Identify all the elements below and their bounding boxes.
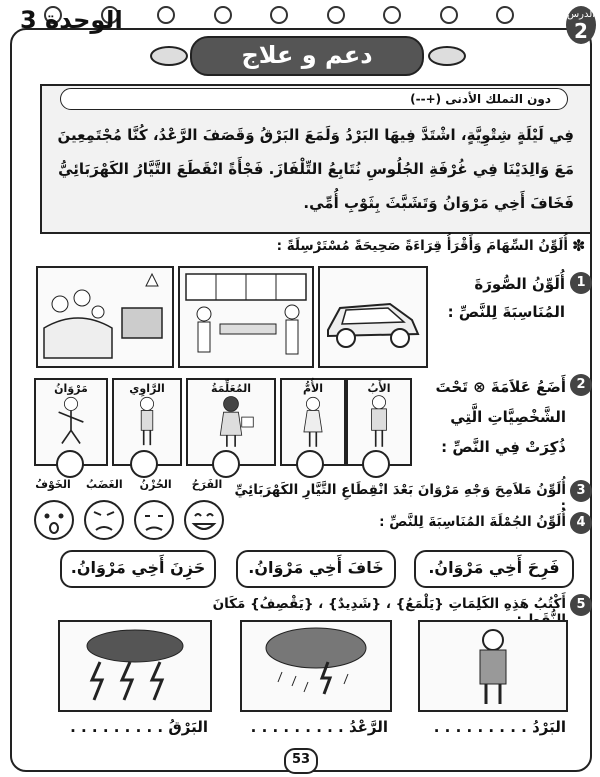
- emotion-labels: [30, 478, 230, 491]
- page-number: 53: [284, 748, 318, 774]
- flower-icon: [440, 6, 458, 24]
- shivering-boy-illustration: [420, 622, 566, 710]
- question-line: ذُكِرَتْ فِي النَّصِّ :: [441, 438, 566, 456]
- car-illustration: [320, 268, 426, 366]
- flower-icon: [270, 6, 288, 24]
- story-line: مَعَ وَالِدَيْنَا فِي غُرْفَةِ الجُلُوسِ نُتَابِعُ التِّلْفَازَ. فَجْأَةً انْقَطَعَ التَّيَّارُ الكَهْرَبَائِيُّ: [58, 160, 574, 178]
- joy-face-icon[interactable]: [185, 501, 223, 539]
- question-line: أَضَعُ عَلاَمَةَ ⊗ تَحْتَ: [435, 378, 566, 396]
- flower-icon: [383, 6, 401, 24]
- story-line: فِي لَيْلَةٍ شِتْوِيَّةٍ، اشْتَدَّ فِيهَا البَرْدُ وَلَمَعَ البَرْقُ وَقَصَفَ الرَّعْدُ، كُنَّا مُجْتَمِعِينَ: [57, 126, 574, 144]
- question-number: 1: [570, 272, 592, 294]
- question-text: أُلَوِّنُ الجُمْلَةَ المُنَاسِبَةَ لِلنَّصِّ :: [379, 514, 566, 530]
- gear-icon: ✽: [572, 236, 586, 255]
- question-number: 3: [570, 480, 592, 502]
- question-line: المُنَاسِبَةَ لِلنَّصِّ :: [447, 303, 565, 321]
- fill-word: البَرْقُ: [168, 718, 208, 736]
- emotion-label: الخَوْفُ: [35, 478, 71, 491]
- living-room-illustration: [38, 268, 172, 366]
- question-text: أُلَوِّنُ مَلاَمِحَ وَجْهِ مَرْوَانَ بَعْدَ انْقِطَاعِ التَّيَّارِ الكَهْرَبَائِيِّ :: [234, 482, 566, 514]
- answer-circle[interactable]: [296, 450, 324, 478]
- question-text: [418, 372, 566, 462]
- emotion-faces: [30, 496, 230, 544]
- unit-title: الوحدة 3: [20, 6, 123, 34]
- story-line: فَخَافَ أَخِي مَرْوَانُ وَتَشَبَّثَ بِثَوْبِ أُمِّي.: [303, 194, 574, 212]
- character-label: الرَّاوِي: [129, 382, 165, 395]
- question-number: 5: [570, 594, 592, 616]
- flower-icon: [214, 6, 232, 24]
- cold-picture: [418, 620, 568, 712]
- character-label: الأُمُّ: [302, 382, 324, 395]
- lightning-picture: [58, 620, 212, 712]
- lightning-cloud-illustration: [60, 622, 210, 710]
- thunder-picture: [240, 620, 392, 712]
- leaf-icon: [150, 46, 188, 66]
- question-text: [430, 270, 565, 326]
- story-subtitle: دون التملك الأدنى (+--): [60, 88, 568, 110]
- answer-circle[interactable]: [212, 450, 240, 478]
- flower-icon: [496, 6, 514, 24]
- sentence-option[interactable]: حَزِنَ أَخِي مَرْوَانُ.: [60, 550, 216, 588]
- flower-icon: [157, 6, 175, 24]
- kitchen-family-picture[interactable]: [178, 266, 314, 368]
- question-number: 4: [570, 512, 592, 534]
- lesson-number: 2: [574, 19, 588, 43]
- kitchen-illustration: [180, 268, 312, 366]
- fill-word: البَرْدُ: [532, 718, 566, 736]
- answer-circle[interactable]: [130, 450, 158, 478]
- fill-dots: . . . . . . . . .: [433, 718, 527, 736]
- fill-line[interactable]: [58, 718, 208, 736]
- lesson-label: الدرس: [566, 9, 596, 20]
- living-room-family-picture[interactable]: [36, 266, 174, 368]
- question-line: الشَّخْصِيَّاتِ الَّتِي: [450, 408, 566, 426]
- instruction-text: أُلَوِّنُ السِّهَامَ وَأَقْرَأُ قِرَاءَةً صَحِيحَةً مُسْتَرْسِلَةً :: [276, 238, 568, 254]
- fill-word: الرَّعْدُ: [348, 718, 388, 736]
- question-number: 2: [570, 374, 592, 396]
- emotion-label: الغَضَبُ: [86, 478, 123, 491]
- answer-circle[interactable]: [362, 450, 390, 478]
- car-picture[interactable]: [318, 266, 428, 368]
- story-text: [50, 118, 574, 220]
- fill-line[interactable]: [238, 718, 388, 736]
- emotion-label: الفَرَحُ: [191, 478, 223, 491]
- leaf-icon: [428, 46, 466, 66]
- lesson-badge: [566, 6, 596, 44]
- fill-dots: . . . . . . . . .: [250, 718, 344, 736]
- answer-circle[interactable]: [56, 450, 84, 478]
- sentence-option[interactable]: فَرِحَ أَخِي مَرْوَانُ.: [414, 550, 574, 588]
- flower-icon: [327, 6, 345, 24]
- question-line: أُلَوِّنُ الصُّورَةَ: [474, 275, 565, 293]
- storm-cloud-illustration: [242, 622, 390, 710]
- question-text: أَكْتُبُ هَذِهِ الكَلِمَاتِ {يَلْمَعُ} ، {شَدِيدٌ} ، {يَقْصِفُ} مَكَانَ: [212, 596, 566, 612]
- sadness-face-icon[interactable]: [135, 501, 173, 539]
- character-label: مَرْوَانُ: [54, 382, 88, 395]
- emotion-label: الحُزْنُ: [139, 478, 172, 491]
- character-label: الأَبُ: [367, 382, 391, 395]
- banner-title: دعم و علاج: [190, 36, 424, 76]
- sentence-option[interactable]: خَافَ أَخِي مَرْوَانُ.: [236, 550, 396, 588]
- fear-face-icon[interactable]: [35, 501, 73, 539]
- fill-line[interactable]: [416, 718, 566, 736]
- anger-face-icon[interactable]: [85, 501, 123, 539]
- fill-dots: . . . . . . . . .: [70, 718, 164, 736]
- character-label: المُعَلِّمَةُ: [210, 382, 252, 395]
